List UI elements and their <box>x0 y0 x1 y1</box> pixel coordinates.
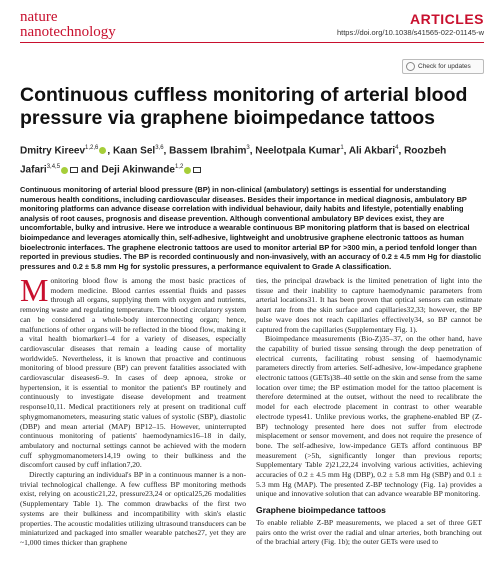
drop-cap: M <box>20 272 49 308</box>
author-list <box>20 140 480 179</box>
author-name[interactable]: Bassem Ibrahim <box>169 145 247 157</box>
author-name[interactable]: Roozbeh Jafari <box>20 145 447 176</box>
email-icon[interactable] <box>193 167 201 173</box>
author-separator: , <box>163 145 170 157</box>
body-paragraph: To enable reliable Z-BP measurements, we placed a set of three GET pairs onto the wrist over the radial and ulnar arteries, both branching out of the brachial artery (Fig. 1b); the outer GETs were used to <box>256 517 482 547</box>
email-icon[interactable] <box>70 167 78 173</box>
update-icon <box>406 62 415 71</box>
orcid-icon[interactable] <box>99 147 106 154</box>
journal-name-line2: nanotechnology <box>20 24 116 40</box>
orcid-icon[interactable] <box>61 167 68 174</box>
check-for-updates-label: Check for updates <box>418 63 471 70</box>
author-name[interactable]: Dmitry Kireev <box>20 145 86 157</box>
author-separator: , <box>107 145 113 157</box>
journal-logo[interactable] <box>20 10 116 40</box>
orcid-icon[interactable] <box>184 167 191 174</box>
author-name[interactable]: Deji Akinwande <box>101 164 175 176</box>
author-name[interactable]: Ali Akbari <box>348 145 396 157</box>
author-affiliation: 1,2,6 <box>85 145 99 151</box>
journal-name-line1: nature <box>20 9 58 25</box>
author-affiliation: 3,6 <box>155 145 164 151</box>
doi-link[interactable]: https://doi.org/10.1038/s41565-022-01145-w <box>336 28 484 37</box>
abstract: Continuous monitoring of arterial blood pressure (BP) in non-clinical (ambulatory) settings is essential for understanding numerous health conditions, including cardiovascular diseases. Besides their importance in medical diagnosis, ambulatory BP monitoring platforms can advance disease correlation with individual behaviour, daily habits and lifestyle, potentially enabling analysis of root causes, prognosis and disease prevention. Although conventional ambulatory BP devices exist, they are uncomfortable, bulky and intrusive. Here we introduce a wearable continuous BP monitoring platform that is based on electrical bioimpedance and leverages atomically thin, self-adhesive, lightweight and unobtrusive graphene electronic tattoos as human bioelectronic interfaces. The graphene electronic tattoos are used to monitor arterial BP for >300 min, a period tenfold longer than reported in previous studies. The BP is recorded continuously and non-invasively, with an accuracy of 0.2 ± 4.5 mm Hg for diastolic pressures and 0.2 ± 5.8 mm Hg for systolic pressures, a performance equivalent to Grade A classification. <box>20 185 482 271</box>
body-paragraph <box>20 272 246 470</box>
journal-header <box>20 10 484 50</box>
author-name[interactable]: Neelotpala Kumar <box>255 145 341 157</box>
body-column-left <box>20 272 246 548</box>
author-separator: , <box>343 145 349 157</box>
author-affiliation: 3,4,5 <box>46 164 61 171</box>
section-label: ARTICLES <box>410 11 484 27</box>
body-paragraph: Bioimpedance measurements (Bio-Z)35–37, on the other hand, have the capability of buried tissue sensing through the deep penetration of electrical currents, facilitating robust sensing of haemodynamic parameters directly from arteries. Self-adhesive, low-impedance graphene electronic tattoos (GETs)38–40 settle on the skin and sense from the same location over time; the BP estimation model for the tattoo placement is therefore determined at the outset, without the need to recalibrate the model for each electrode placement in contrast to other wearable electrode types41. Unlike previous works, the graphene-enabled BP (Z-BP) technology presented here does not suffer from electrode misplacement or sensor movement, and does not require the presence of bone. The self-adhesive, low-impedance GETs afford continuous BP measurement (>5h, significantly longer than previous reports; Supplementary Table 2)21,22,24 involving various activities, achieving accuracies of 0.2 ± 4.5 mm Hg (DBP), 0.2 ± 5.8 mm Hg (SBP) and 0.1 ± 5.3 mm Hg (MAP). The presented Z-BP technology (Fig. 1a) provides a unique and innovative solution that can advance wearable BP monitoring. <box>256 334 482 499</box>
author-separator: , <box>398 145 405 157</box>
author-affiliation: 1,2 <box>174 164 184 171</box>
author-separator: , <box>249 145 256 157</box>
author-affiliation: 1 <box>340 145 344 151</box>
author-separator: and <box>78 164 102 176</box>
section-heading: Graphene bioimpedance tattoos <box>256 505 386 516</box>
header-divider <box>20 42 484 43</box>
check-for-updates-button[interactable] <box>402 59 484 74</box>
article-title: Continuous cuffless monitoring of arterial blood pressure via graphene bioimpedance tattoos <box>20 84 468 129</box>
body-paragraph: ties, the principal drawback is the limited penetration of light into the tissue and their inability to capture haemodynamic parameters from arterial locations31. It has been proven that optical sensors can estimate heart rate from the skin surface and capillaries32,33; however, the BP pulse wave does not reach capillaries effectively34, so BP cannot be captured from the capillaries (Supplementary Fig. 1). <box>256 276 482 334</box>
body-column-right <box>256 276 482 547</box>
author-affiliation: 4 <box>395 145 399 151</box>
body-paragraph: Directly capturing an individual's BP in a continuous manner is a non-trivial technological challenge. A few cuffless BP monitoring methods exist, relying on acoustic21,22, pressure23,24 or optical25,26 modalities (Supplementary Table 1). The common drawbacks of the first two systems are their bulkiness and incompatibility with skin's elastic properties. The acoustic modalities utilizing ultrasound transducers can be miniaturized and packaged into smaller wearable patches27, yet they are ~1,000 times thicker than graphene <box>20 470 246 547</box>
author-name[interactable]: Kaan Sel <box>112 145 156 157</box>
author-affiliation: 3 <box>246 145 250 151</box>
body-text: onitoring blood flow is among the most basic practices of modern medicine. Blood carries essential fluids and passes through all organs, supplying them with oxygen and nutrients, removing waste and regulating temperature. The blood circulatory system can be considered a whole-body interconnecting organ; hence, malfunctions of other organs will be reflected in the blood flow, making it a vital health biomarker1–4 for a variety of diseases, especially cardiovascular diseases that remain a leading cause of mortality worldwide5. Nevertheless, it is known that proactive and continuous monitoring of blood pressure (BP) can prevent fatalities associated with cardiovascular diseases6–9. In cases of deep apnoea, stroke or hypertension, it is essential to monitor the patient's BP routinely and continuously to investigate disease development and treatment response10,11. Medical practitioners rely at present on traditional cuff sphygmomanometers, measuring static values of systolic (SBP), diastolic (DBP) and mean arterial (MAP) BP12–15. However, uninterrupted continuous monitoring of patients' haemodynamics16–18 in daily, ambulatory and nocturnal settings cannot be achieved with the modern cuff sphygmomanometers14,19 owing to their bulkiness and the discomfort caused by cuff inflation7,20. <box>20 276 246 470</box>
